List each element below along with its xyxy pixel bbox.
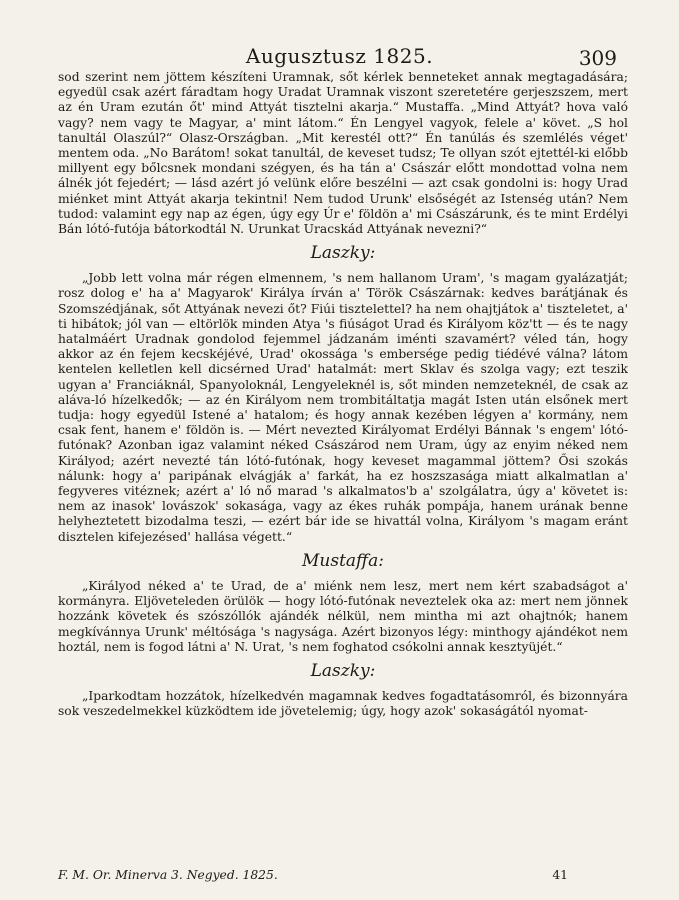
paragraph: sod szerint nem jöttem készíteni Uramnak, sőt kérlek benneteket annak megtagadására; egyedül csak azért fáradtam hogy Uradat Uramnak viszont szeretetére gerjeszszem, mert az én Uram ezután őt' mind Attyát tisztelni akarja.“ Mustaffa. „Mind Attyát? hova való vagy? nem vagy te Magyar, a' mint látom.“ Én Lengyel vagyok, felele a' követ. „S hol tanultál Olaszúl?“ Olasz-Országban. „Mit kerestél ott?“ Én tanúlás és szemlélés véget' mentem oda. „No Barátom! sokat tanultál, de keveset tudsz; Te ollyan szót ejtettél-ki előbb millyent egy bőlcsnek mondani szégyen, és ha tán a' Császár előtt mondottad volna nem álnék jót fejedért; — lásd azért jó velünk előre beszélni — azt csak gondolni is: hogy Urad miénket mint Attyát akarja tekintni! Nem tudod Urunk' elsőségét az Istenség után? Nem tudod: valamint egy nap az égen, úgy egy Úr e' földön a' mi Császárunk, és te mint Erdélyi Bán lótó-futója bátorkodtál N. Urunkat Uracskád Attyának nevezni?“: [58, 70, 628, 237]
page-number: 309: [578, 46, 617, 70]
paragraph: „Királyod néked a' te Urad, de a' miénk nem lesz, mert nem kért szabadságot a' kormányra. Eljöveteleden örülök — hogy lótó-futónak neveztelek oka az: mert nem jönnek hozzánk követek és szószóllók ajándék nélkül, nem mintha mi azt ohajtnók; hanem megkívánnya Urunk' méltósága 's nagysága. Azért bizonyos légy: minthogy ajándékot nem hoztál, nem is fogod látni a' N. Urat, 's nem foghatod csókolni annak kesztyüjét.“: [58, 578, 628, 654]
paragraph: „Jobb lett volna már régen elmennem, 's nem hallanom Uram', 's magam gyalázatját; rosz dolog e' ha a' Magyarok' Királya írván a' Török Császárnak: kedves barátjának és Szomszédjának, sőt Attyának nevezi őt? Fiúi tisztelettel? ha nem ohajtjátok a' tiszteletet, a' ti hibátok; jól van — eltörlök minden Atya 's fiúságot Urad és Királyom köz'tt — és te nagy hatalmáért Uradnak gondolod fejemmel jádzanám iménti szavamért? véled tán, hogy akkor az én fejem kecskéjévé, Urad' okossága 's embersége pedig tiédévé válna? látom kentelen kelletlen kell dicsérned Urad' hatalmát: mert Sklav és szolga vagy; ezt teszik ugyan a' Franciáknál, Spanyoloknál, Lengyeleknél is, sőt minden nemzeteknél, de csak az aláva-ló hízelkedők; — az én Királyom nem trombitáltatja magát Isten után elsőnek mert tudja: hogy egyedül Istené a' hatalom; és hogy annak kezében légyen a' kormány, nem csak fent, hanem e' földön is. — Mért nevezted Királyomat Erdélyi Bánnak 's engem' lótó-futónak? Azonban igaz valamint néked Császárod nem Uram, úgy az enyim néked nem Királyod; azért nevezté tán lótó-futónak, hogy keveset magammal jöttem? Ősi szokás nálunk: hogy a' paripának elvágják a' farkát, ha ez hoszszasága miatt alkalmatlan a' fegyveres vitéznek; azért a' ló nő marad 's alkalmatos'b a' szolgálatra, úgy a' követet is: nem az inasok' lovászok' sokasága, vagy az ékes ruhák pompája, hanem urának benne helyheztetett bizodalma teszi, — ezért bár ide se hivattál volna, Királyom 's magam eránt disztelen kifejezésed' hallása végett.“: [58, 271, 628, 544]
signature-mark: 41: [552, 868, 568, 882]
page-footer: [58, 868, 628, 882]
paragraph: „Iparkodtam hozzátok, hízelkedvén magamnak kedves fogadtatásomról, és bizonnyára sok veszedelmekkel küzködtem ide jövetelemig; úgy, hogy azok' sokaságától nyomat-: [58, 688, 628, 719]
page-header: [0, 44, 679, 72]
speaker-heading: Mustaffa:: [302, 550, 384, 571]
body-text: [58, 70, 628, 719]
publication-reference: F. M. Or. Minerva 3. Negyed. 1825.: [58, 868, 278, 882]
speaker-heading: Laszky:: [310, 660, 376, 681]
page-title: Augusztusz 1825.: [245, 44, 434, 68]
speaker-heading: Laszky:: [310, 243, 376, 264]
